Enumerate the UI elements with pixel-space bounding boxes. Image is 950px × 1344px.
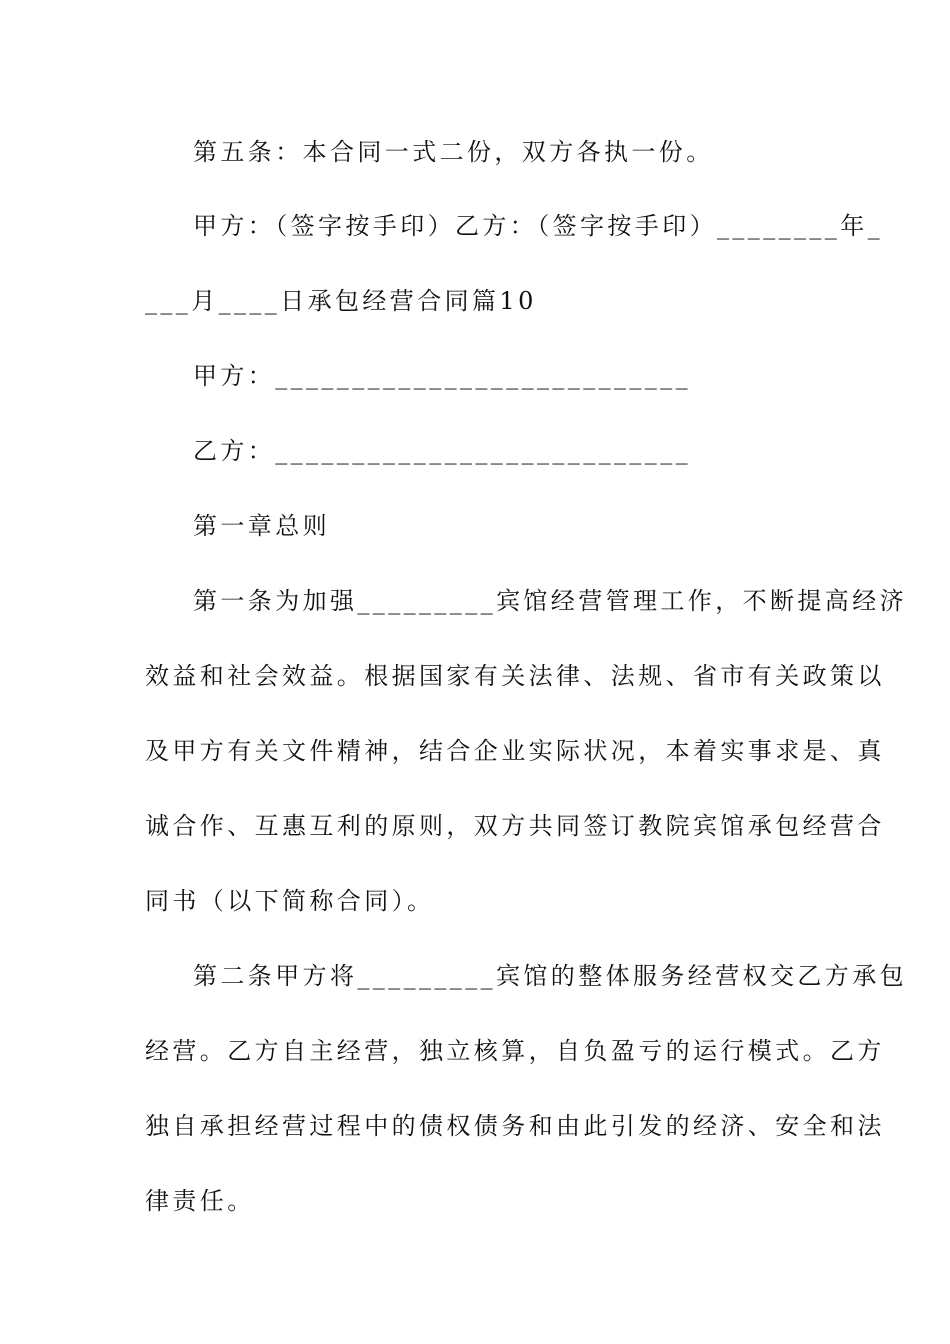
signature-line: 甲方：（签字按手印）乙方：（签字按手印）________年_	[193, 212, 883, 240]
chapter-one-heading: 第一章总则	[193, 512, 330, 540]
article-one-line-5: 同书（以下简称合同）。	[145, 887, 435, 915]
article-two-line-4: 律责任。	[145, 1187, 255, 1215]
party-a-field: 甲方：___________________________	[193, 362, 691, 390]
article-one-line-4: 诚合作、互惠互利的原则，双方共同签订教院宾馆承包经营合	[145, 812, 885, 840]
article-two-line-3: 独自承担经营过程中的债权债务和由此引发的经济、安全和法	[145, 1112, 885, 1140]
article-one-line-3: 及甲方有关文件精神，结合企业实际状况，本着实事求是、真	[145, 737, 885, 765]
date-and-contract-title: ___月____日承包经营合同篇10	[145, 287, 537, 315]
article-five: 第五条：本合同一式二份，双方各执一份。	[193, 138, 714, 166]
article-one-line-1: 第一条为加强_________宾馆经营管理工作，不断提高经济	[193, 587, 907, 615]
article-two-line-1: 第二条甲方将_________宾馆的整体服务经营权交乙方承包	[193, 962, 907, 990]
party-b-field: 乙方：___________________________	[193, 437, 691, 465]
article-one-line-2: 效益和社会效益。根据国家有关法律、法规、省市有关政策以	[145, 662, 885, 690]
article-two-line-2: 经营。乙方自主经营，独立核算，自负盈亏的运行模式。乙方	[145, 1037, 885, 1065]
